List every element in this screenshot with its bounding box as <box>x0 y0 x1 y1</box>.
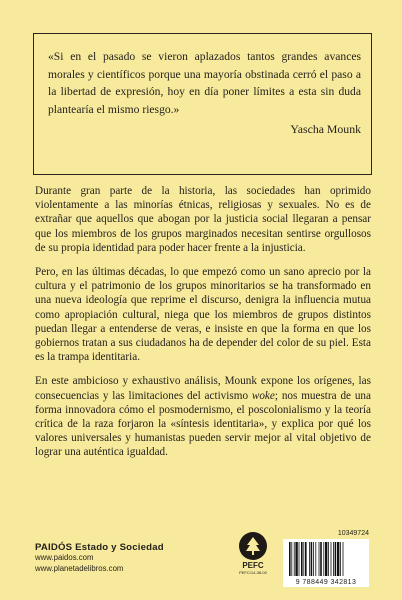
quote-box <box>33 33 372 175</box>
product-code: 10349724 <box>337 530 369 537</box>
synopsis-paragraph-3 <box>35 374 371 459</box>
barcode-bars <box>289 542 365 576</box>
synopsis <box>35 184 371 470</box>
publisher-url-paidos: www.paidos.com <box>35 553 94 562</box>
publisher-brand: PAIDÓS Estado y Sociedad <box>35 542 164 553</box>
synopsis-paragraph-1: Durante gran parte de la historia, las sociedades han oprimido violentamente a las minorías étnicas, religiosas y sexuales. No es de extrañar que aquellos que abogan por la justicia social llegaran a pensar que los miembros de los grupos marginados necesitan sentirse orgullosos de su propia identidad para poder hacer frente a la injusticia. <box>35 185 371 254</box>
pefc-label: PEFC <box>242 561 264 570</box>
pefc-code: PEFC/14-38-00 <box>239 570 267 575</box>
barcode <box>283 539 369 587</box>
pefc-logo <box>231 532 275 584</box>
paragraph-3-start: En este ambicioso y exhaustivo análisis, Mounk expone los orígenes, las consecuencias y las limitaciones del activismo <box>35 375 371 402</box>
synopsis-paragraph-2: Pero, en las últimas décadas, lo que empezó como un sano aprecio por la cultura y el patrimonio de los grupos minoritarios se ha transformado en una nueva ideología que reprime el discurso, denigra la influencia mutua como apropiación cultural, niega que los miembros de grupos distintos puedan llegar a entenderse de veras, e insiste en que la forma en que los gobiernos tratan a sus ciudadanos ha de depender del color de su piel. Esta es la trampa identitaria. <box>35 266 371 364</box>
publisher-url-planeta: www.planetadelibros.com <box>35 563 124 573</box>
isbn-number: 9 788449 342813 <box>295 579 357 586</box>
paragraph-3-end: ; nos muestra de una forma innovadora cómo el posmodernismo, el poscolonialismo y la teoría crítica de la raza forjaron la «síntesis identitaria», y explica por qué los valores universales y humanistas pueden servir mejor al vital objetivo de lograr una auténtica igualdad. <box>35 389 371 459</box>
woke-italic: woke <box>251 389 275 402</box>
quote-text: «Si en el pasado se vieron aplazados tantos grandes avances morales y científicos porque una mayoría obstinada cerró el paso a la libertad de expresión, hoy en día poner límites a esta sin duda plantearía el mismo riesgo.» <box>48 50 361 116</box>
publisher-block <box>35 542 164 574</box>
barcode-area <box>283 530 369 590</box>
pefc-tree-icon <box>239 532 267 560</box>
quote-author: Yascha Mounk <box>290 122 361 136</box>
